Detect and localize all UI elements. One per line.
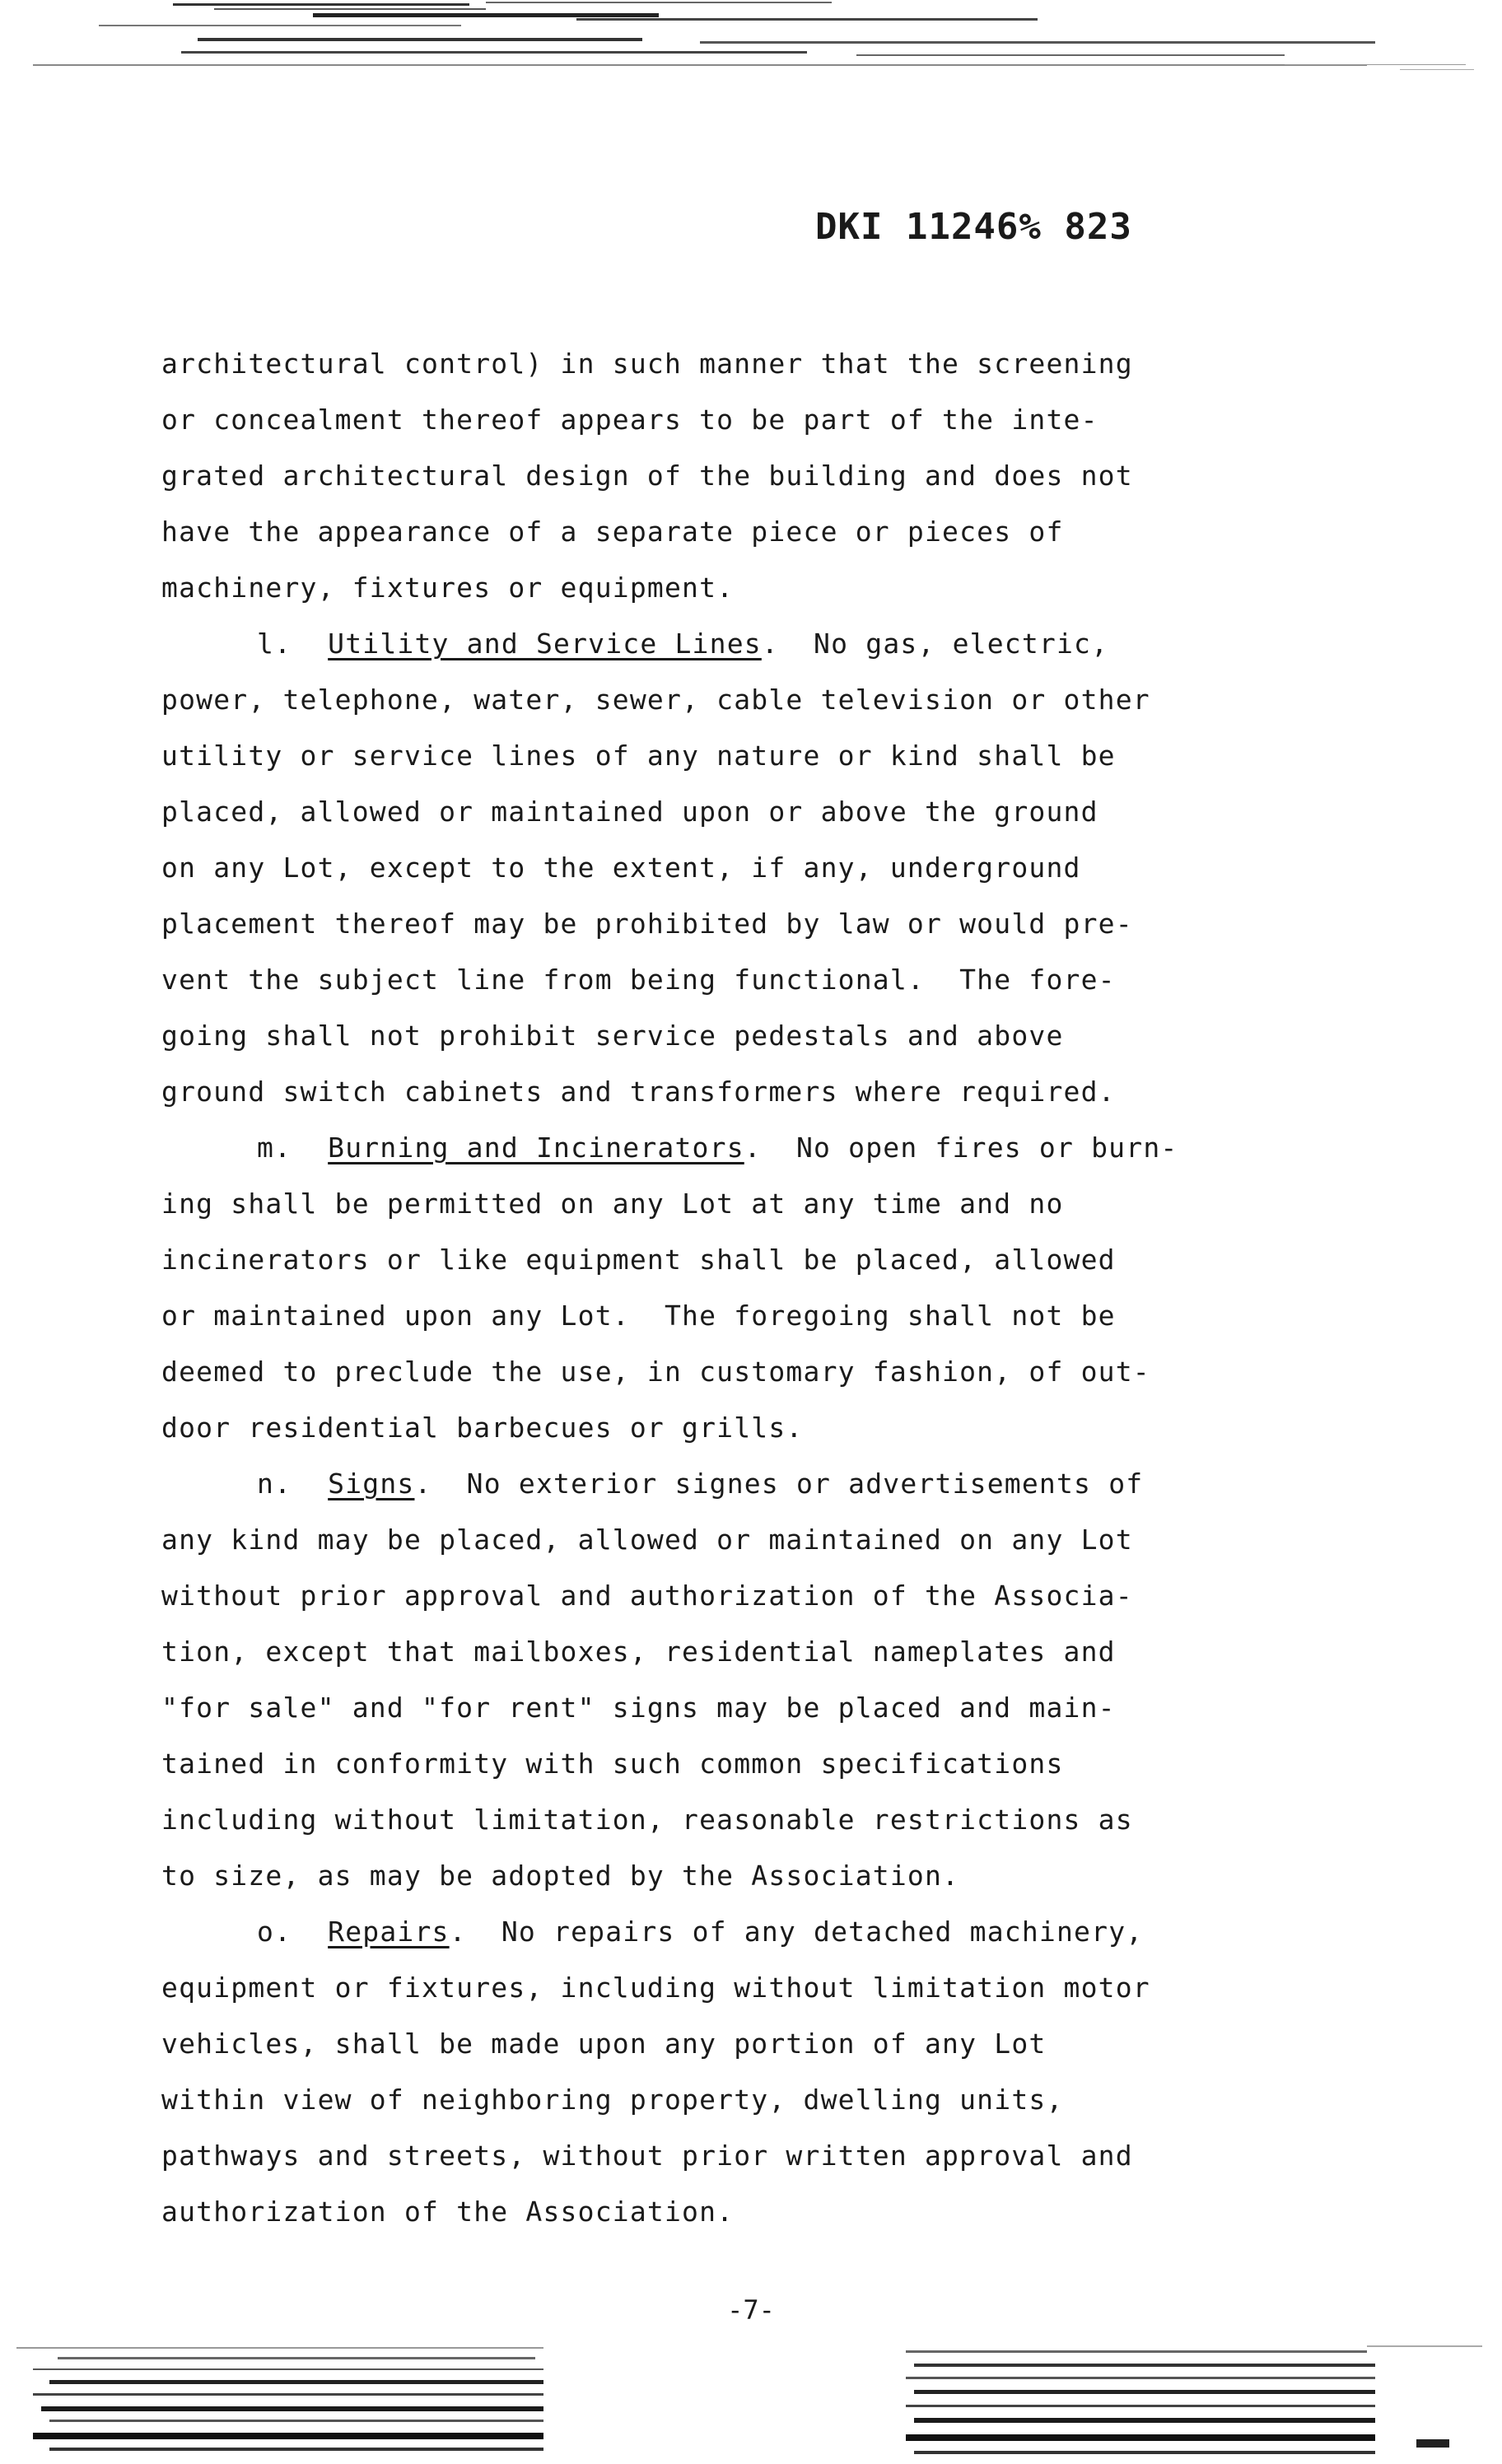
body-line: to size, as may be adopted by the Association. [161, 1860, 960, 1892]
body-line: utility or service lines of any nature or kind shall be [161, 740, 1116, 772]
section-heading: Utility and Service Lines [328, 628, 762, 660]
body-line: or maintained upon any Lot. The foregoing shall not be [161, 1300, 1116, 1332]
section-text: . No open fires or burn- [744, 1132, 1178, 1164]
body-line: on any Lot, except to the extent, if any, underground [161, 852, 1081, 884]
body-line: grated architectural design of the building and does not [161, 460, 1133, 492]
top-scan-artifact [0, 0, 1502, 91]
page-body [161, 336, 1314, 2240]
body-line: machinery, fixtures or equipment. [161, 572, 735, 604]
body-line: door residential barbecues or grills. [161, 1412, 804, 1444]
document-reference-number: DKI 11246% 823 [815, 206, 1132, 248]
body-line: tion, except that mailboxes, residential nameplates and [161, 1636, 1116, 1668]
section-n-first-line [161, 1456, 1314, 1512]
body-line: power, telephone, water, sewer, cable television or other [161, 684, 1150, 716]
section-text: . No gas, electric, [761, 628, 1109, 660]
body-line: vehicles, shall be made upon any portion of any Lot [161, 2028, 1047, 2060]
body-line: or concealment thereof appears to be part of the inte- [161, 404, 1099, 436]
body-line: authorization of the Association. [161, 2196, 735, 2228]
section-letter: l. [257, 628, 292, 660]
body-line: going shall not prohibit service pedestals and above [161, 1020, 1064, 1052]
body-line: incinerators or like equipment shall be placed, allowed [161, 1244, 1116, 1276]
body-line: deemed to preclude the use, in customary fashion, of out- [161, 1356, 1150, 1388]
section-text: . No exterior signes or advertisements of [414, 1468, 1144, 1500]
body-line: pathways and streets, without prior written approval and [161, 2140, 1133, 2172]
section-heading: Repairs [328, 1916, 450, 1948]
body-line: ing shall be permitted on any Lot at any time and no [161, 1188, 1064, 1220]
section-l-first-line [161, 616, 1314, 672]
body-line: have the appearance of a separate piece or pieces of [161, 516, 1064, 548]
body-line: within view of neighboring property, dwelling units, [161, 2084, 1064, 2116]
page-number: -7- [727, 2294, 775, 2326]
body-line: any kind may be placed, allowed or maintained on any Lot [161, 1524, 1133, 1556]
body-line: placement thereof may be prohibited by law or would pre- [161, 908, 1133, 940]
section-letter: n. [257, 1468, 292, 1500]
section-o-first-line [161, 1904, 1314, 1960]
body-line: placed, allowed or maintained upon or above the ground [161, 796, 1099, 828]
section-heading: Burning and Incinerators [328, 1132, 744, 1164]
body-line: without prior approval and authorization of the Associa- [161, 1580, 1133, 1612]
body-line: ground switch cabinets and transformers where required. [161, 1076, 1116, 1108]
section-text: . No repairs of any detached machinery, [449, 1916, 1144, 1948]
body-line: architectural control) in such manner that the screening [161, 348, 1133, 380]
body-line: including without limitation, reasonable restrictions as [161, 1804, 1133, 1836]
section-letter: o. [257, 1916, 292, 1948]
bottom-scan-artifact [0, 2336, 1502, 2464]
body-line: vent the subject line from being functional. The fore- [161, 964, 1116, 996]
body-line: equipment or fixtures, including without limitation motor [161, 1972, 1150, 2004]
section-letter: m. [257, 1132, 292, 1164]
body-line: tained in conformity with such common specifications [161, 1748, 1064, 1780]
body-line: "for sale" and "for rent" signs may be placed and main- [161, 1692, 1116, 1724]
section-heading: Signs [328, 1468, 415, 1500]
section-m-first-line [161, 1120, 1314, 1176]
